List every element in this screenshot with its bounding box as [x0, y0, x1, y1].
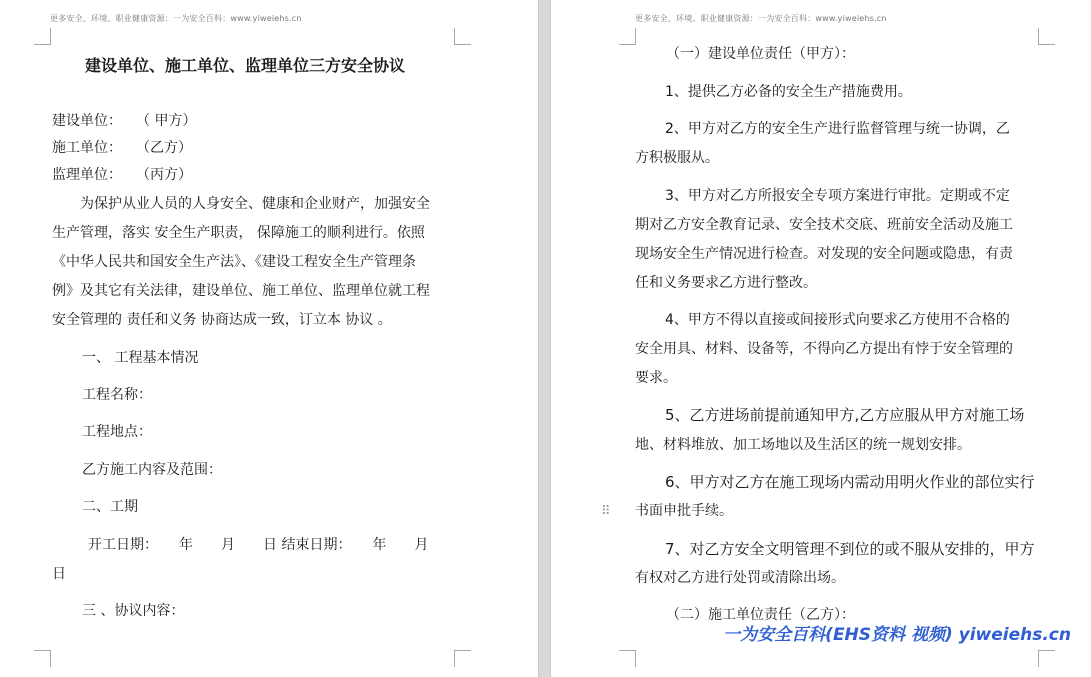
section-heading: （一）建设单位责任（甲方）：	[666, 46, 855, 62]
crop-mark	[1038, 28, 1055, 45]
clause-line: 书面申批手续。	[635, 503, 733, 519]
party-b-line: 施工单位： （乙方）	[52, 140, 192, 156]
clause-line: 1、提供乙方必备的安全生产措施费用。	[665, 84, 912, 100]
drag-handle-icon[interactable]: ⠿	[601, 504, 612, 519]
party-a-line: 建设单位： （ 甲方）	[52, 113, 197, 129]
section-heading: 二、工期	[82, 499, 138, 515]
clause-line: 6、甲方对乙方在施工现场内需动用明火作业的部位实行	[665, 473, 1035, 491]
clause-line: 现场安全生产情况进行检查。对发现的安全问题或隐患，有责	[635, 246, 1013, 262]
intro-line: 例》及其它有关法律，建设单位、施工单位、监理单位就工程	[52, 283, 430, 299]
dates-line: 开工日期： 年 月 日 结束日期： 年 月	[88, 537, 429, 553]
header-note: 更多安全、环境、职业健康资源：一为安全百科：www.yiweiehs.cn	[635, 14, 887, 23]
crop-mark	[34, 28, 51, 45]
dates-day: 日	[52, 566, 66, 582]
scope-field: 乙方施工内容及范围：	[82, 462, 222, 478]
document-page-left	[0, 0, 538, 677]
section-heading: 一、 工程基本情况	[82, 350, 199, 366]
section-heading: 三 、协议内容：	[82, 603, 185, 619]
intro-line: 安全管理的 责任和义务 协商达成一致，订立本 协议 。	[52, 312, 392, 328]
intro-line: 《中华人民共和国安全生产法》、《建设工程安全生产管理条	[52, 254, 416, 270]
crop-mark	[454, 650, 471, 667]
project-name-field: 工程名称：	[82, 387, 152, 403]
clause-line: 方积极服从。	[635, 150, 719, 166]
clause-line: 4、甲方不得以直接或间接形式向要求乙方使用不合格的	[665, 312, 1010, 328]
document-page-right	[551, 0, 1091, 677]
party-c-line: 监理单位： （丙方）	[52, 167, 192, 183]
section-heading: （二）施工单位责任（乙方）：	[666, 607, 855, 623]
header-note: 更多安全、环境、职业健康资源：一为安全百科：www.yiweiehs.cn	[50, 14, 302, 23]
crop-mark	[619, 28, 636, 45]
clause-line: 任和义务要求乙方进行整改。	[635, 275, 817, 291]
page-gutter	[538, 0, 551, 677]
crop-mark	[619, 650, 636, 667]
clause-line: 2、甲方对乙方的安全生产进行监督管理与统一协调，乙	[665, 121, 1010, 137]
clause-line: 地、材料堆放、加工场地以及生活区的统一规划安排。	[635, 437, 971, 453]
crop-mark	[1038, 650, 1055, 667]
clause-line: 要求。	[635, 370, 677, 386]
clause-line: 安全用具、材料、设备等，不得向乙方提出有悖于安全管理的	[635, 341, 1013, 357]
intro-line: 为保护从业人员的人身安全、健康和企业财产，加强安全	[80, 196, 430, 212]
clause-line: 7、对乙方安全文明管理不到位的或不服从安排的，甲方	[665, 540, 1035, 558]
crop-mark	[454, 28, 471, 45]
clause-line: 期对乙方安全教育记录、安全技术交底、班前安全活动及施工	[635, 217, 1013, 233]
document-title: 建设单位、施工单位、监理单位三方安全协议	[85, 56, 406, 75]
site-watermark: 一为安全百科(EHS资料 视频) yiweiehs.cn	[723, 625, 1071, 645]
clause-line: 5、乙方进场前提前通知甲方,乙方应服从甲方对施工场	[665, 406, 1025, 424]
clause-line: 有权对乙方进行处罚或清除出场。	[635, 570, 845, 586]
intro-line: 生产管理，落实 安全生产职责， 保障施工的顺利进行。依照	[52, 225, 425, 241]
project-location-field: 工程地点：	[82, 424, 152, 440]
clause-line: 3、甲方对乙方所报安全专项方案进行审批。定期或不定	[665, 188, 1010, 204]
crop-mark	[34, 650, 51, 667]
